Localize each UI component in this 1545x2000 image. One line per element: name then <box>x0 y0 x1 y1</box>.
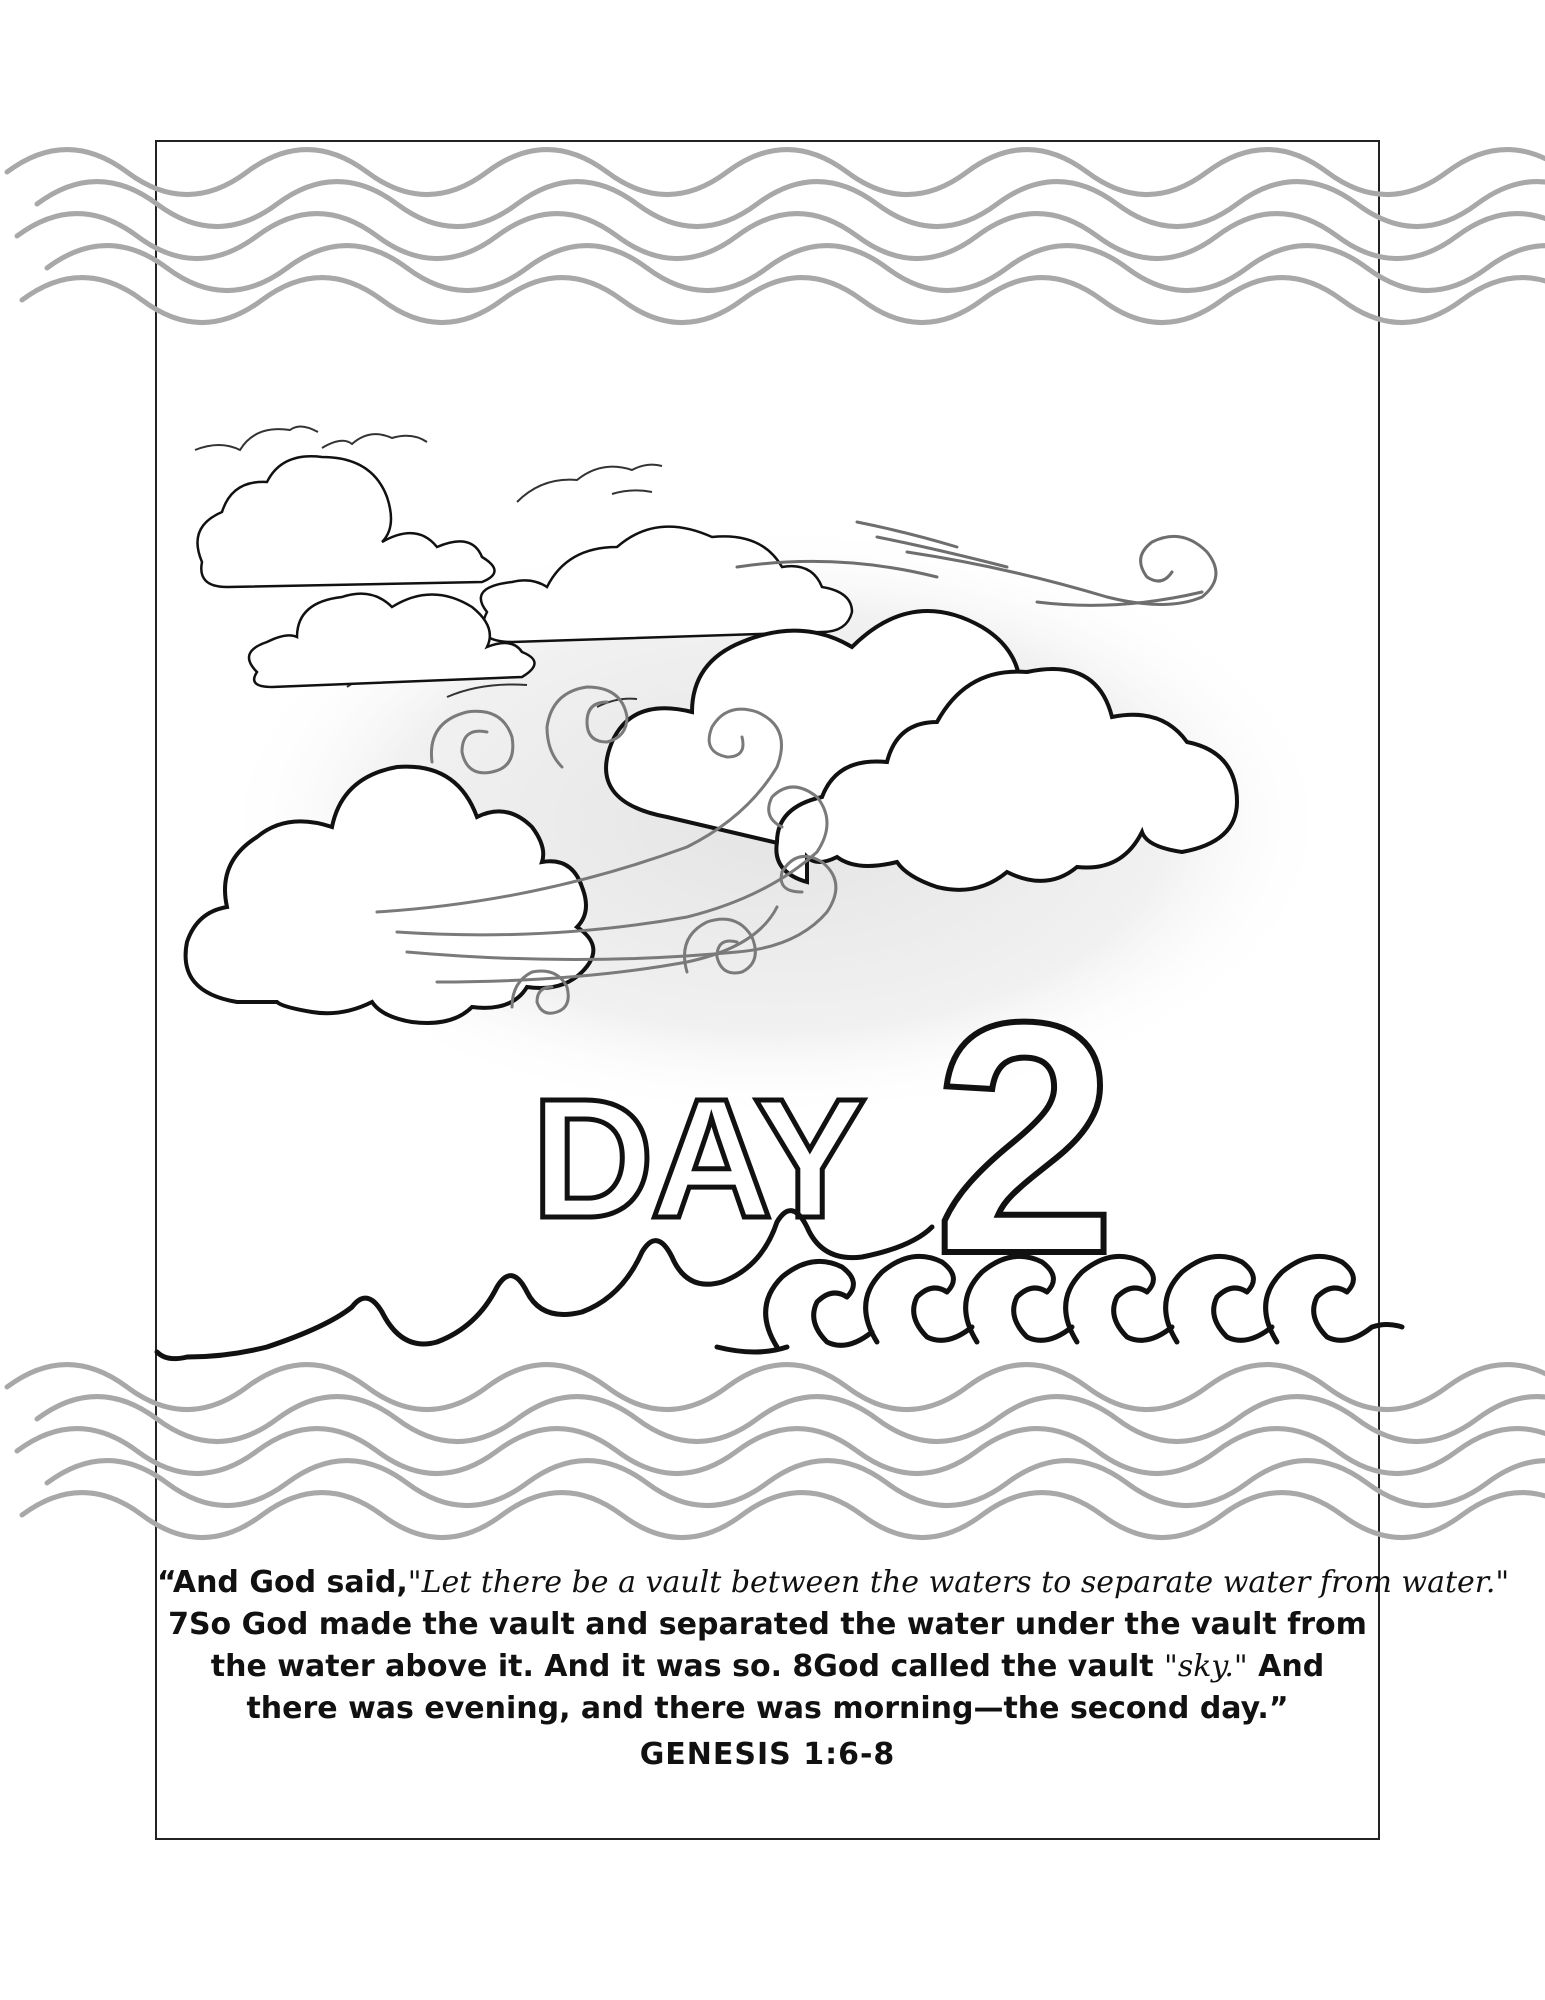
verse-lead: And God said, <box>172 1565 408 1600</box>
verse-line-4-text: there was evening, and there was morning—the second day. <box>246 1691 1269 1726</box>
verse-line-1 <box>157 1562 1510 1604</box>
top-wave-border <box>7 150 1545 323</box>
bottom-wave-border <box>7 1365 1545 1538</box>
verse-line-3-a: the water above it. And it was so. 8God called the vault <box>210 1649 1154 1684</box>
verse-line-2: 7So God made the vault and separated the water under the vault from <box>168 1607 1367 1642</box>
day-word: DAY <box>531 1064 863 1254</box>
cloud-small-1 <box>198 456 495 587</box>
verse-line-3 <box>157 1646 1378 1688</box>
verse-line-4 <box>157 1688 1378 1730</box>
verse-line-3-b: And <box>1258 1649 1325 1684</box>
verse-reference: GENESIS 1:6-8 <box>639 1737 896 1772</box>
scripture-verse <box>157 1562 1510 1776</box>
coloring-page-frame <box>155 140 1510 1840</box>
day-number: 2 <box>933 953 1117 1322</box>
verse-open-quote: “ <box>157 1565 173 1600</box>
verse-close-quote: ” <box>1268 1691 1289 1726</box>
verse-line-3-script: "sky." <box>1164 1649 1248 1684</box>
verse-script-quote: "Let there be a vault between the waters to separate water from water." <box>407 1565 1510 1600</box>
